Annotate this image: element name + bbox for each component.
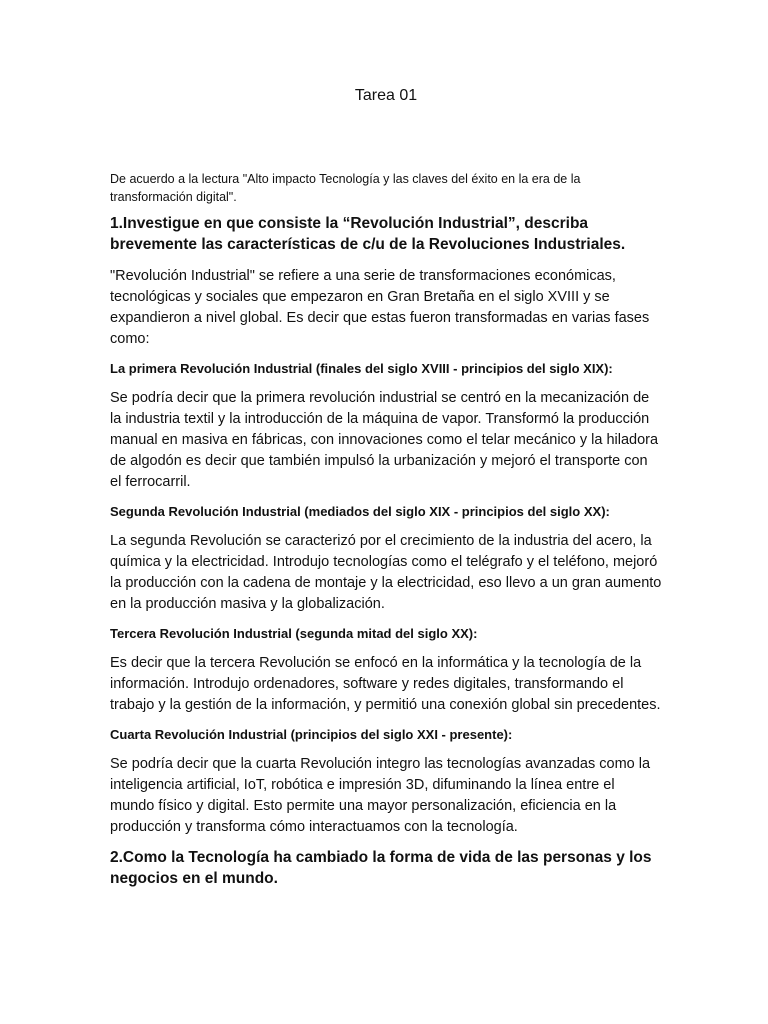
question-1-heading: 1.Investigue en que consiste la “Revolución Industrial”, describa brevemente las características de c/u de la Revoluciones Industriales.	[110, 215, 626, 253]
section-1-heading: La primera Revolución Industrial (finales del siglo XVIII - principios del siglo XIX):	[110, 361, 613, 376]
definition-paragraph: "Revolución Industrial" se refiere a una serie de transformaciones económicas, tecnológicas y sociales que empezaron en Gran Bretaña en el siglo XVIII y se expandieron a nivel global. Es decir que estas fueron transformadas en varias fases como:	[110, 268, 650, 347]
document-title: Tarea 01	[354, 87, 418, 104]
section-3-heading: Tercera Revolución Industrial (segunda mitad del siglo XX):	[110, 626, 478, 641]
section-3-body: Es decir que la tercera Revolución se enfocó en la informática y la tecnología de la información. Introdujo ordenadores, software y redes digitales, transformando el trabajo y la gestión de la información, y permitió una conexión global sin precedentes.	[110, 655, 661, 713]
section-2-heading: Segunda Revolución Industrial (mediados del siglo XIX - principios del siglo XX):	[110, 504, 610, 519]
question-2-heading: 2.Como la Tecnología ha cambiado la forma de vida de las personas y los negocios en el mundo.	[110, 849, 652, 887]
section-4-heading: Cuarta Revolución Industrial (principios del siglo XXI - presente):	[110, 727, 513, 742]
section-2-body: La segunda Revolución se caracterizó por el crecimiento de la industria del acero, la química y la electricidad. Introdujo tecnologías como el telégrafo y el teléfono, mejoró la producción con la cadena de montaje y la electricidad, eso llevo a un gran aumento en la producción masiva y la globalización.	[110, 533, 662, 612]
section-4-body: Se podría decir que la cuarta Revolución integro las tecnologías avanzadas como la inteligencia artificial, IoT, robótica e impresión 3D, difuminando la línea entre el mundo físico y digital. Esto permite una mayor personalización, eficiencia en la producción y transforma cómo interactuamos con la tecnología.	[110, 756, 651, 835]
document-content	[110, 86, 662, 900]
intro-paragraph: De acuerdo a la lectura "Alto impacto Tecnología y las claves del éxito en la era de la transformación digital".	[110, 172, 581, 204]
section-1-body: Se podría decir que la primera revolución industrial se centró en la mecanización de la industria textil y la introducción de la máquina de vapor. Transformó la producción manual en masiva en fábricas, con innovaciones como el telar mecánico y la hiladora de algodón es decir que también impulsó la urbanización y mejoró el transporte con el ferrocarril.	[110, 390, 659, 490]
